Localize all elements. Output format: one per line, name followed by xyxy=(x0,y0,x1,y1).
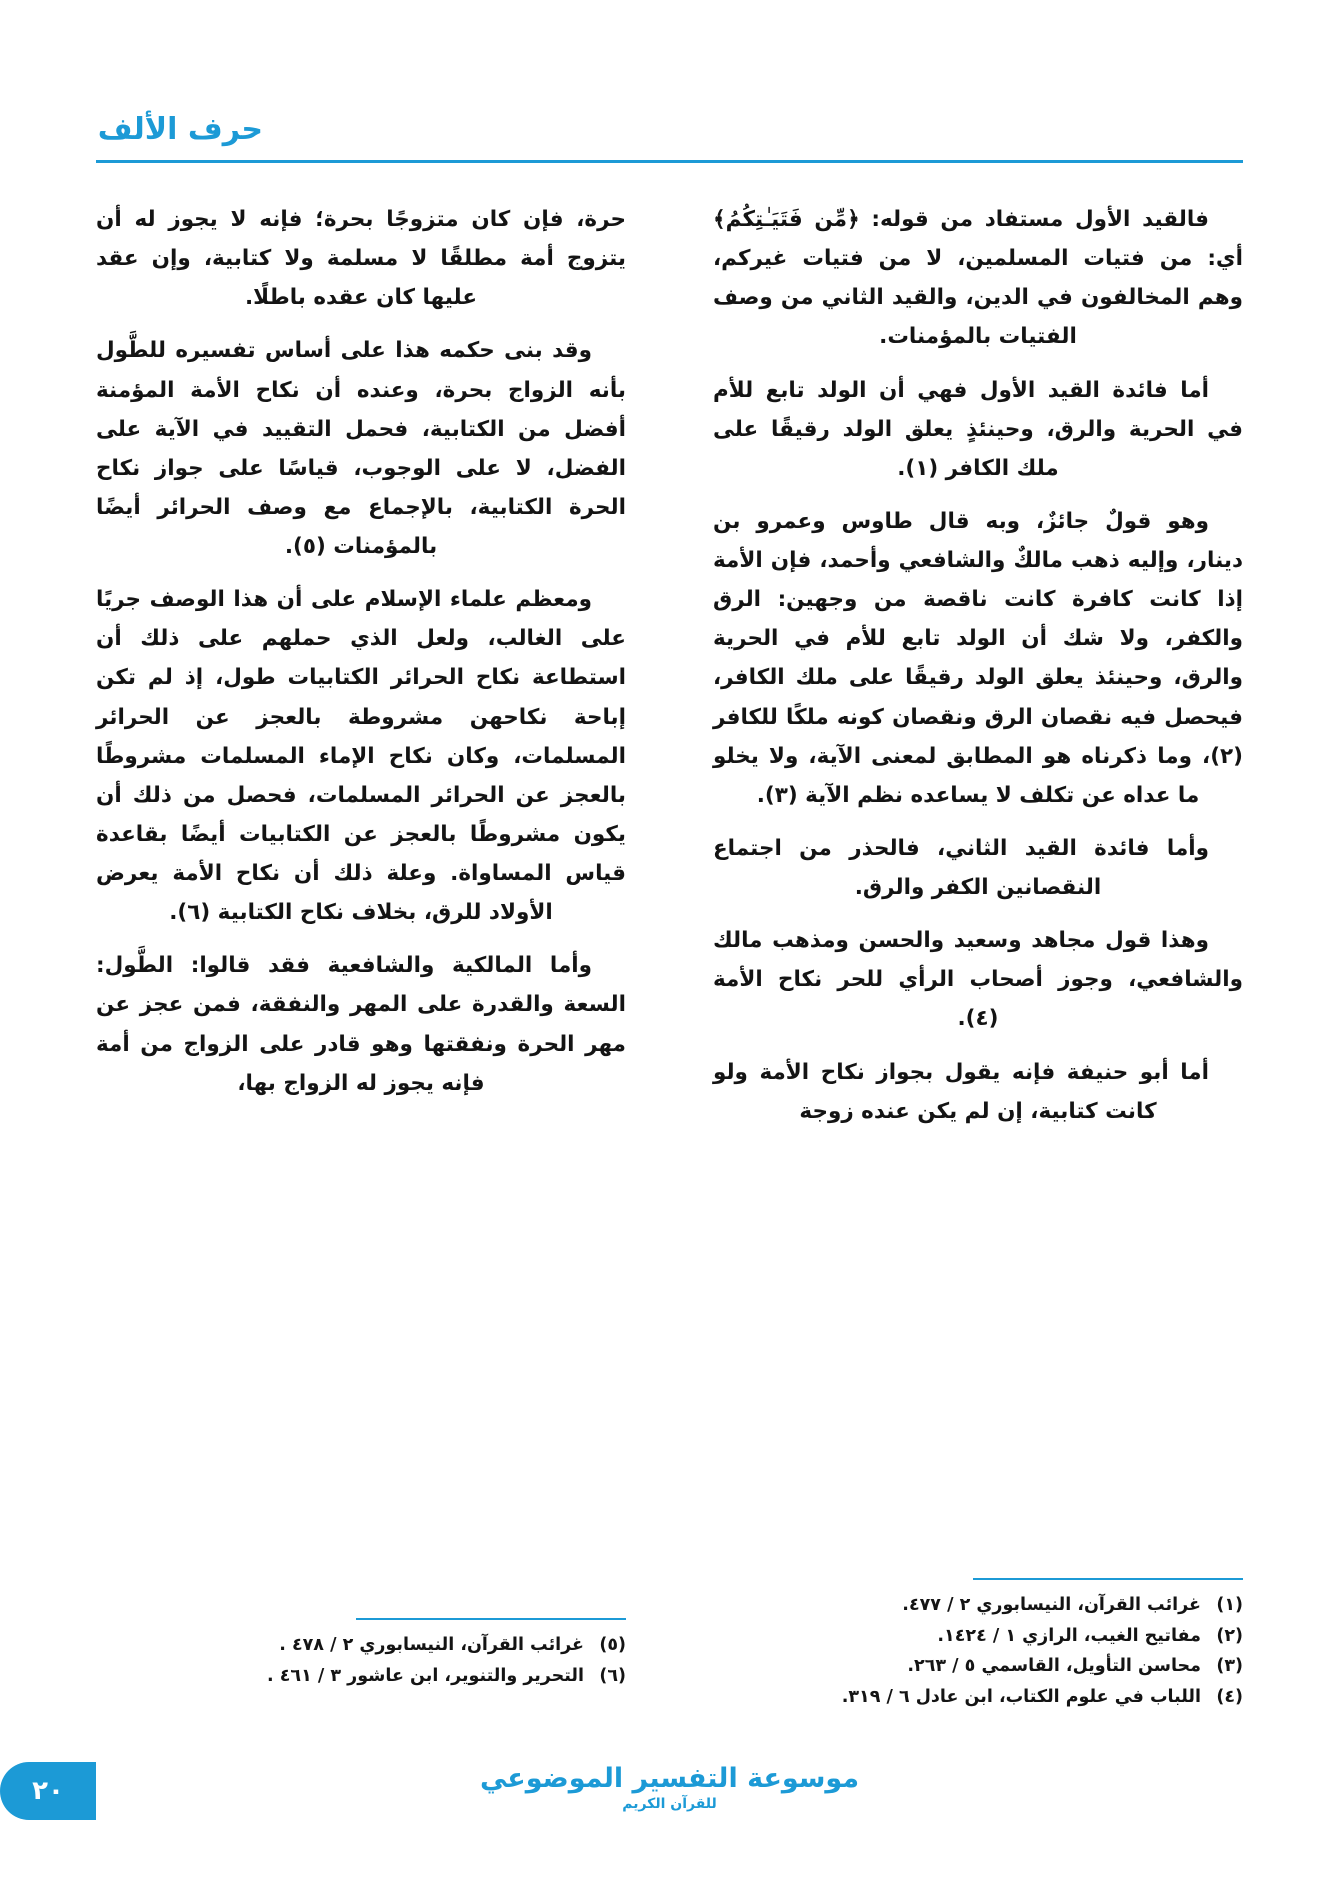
footnote-item xyxy=(713,1651,1243,1682)
paragraph: فالقيد الأول مستفاد من قوله: ﴿مِّن فَتَيَـٰتِكُمُ﴾ أي: من فتيات المسلمين، لا من فتيات غيركم، وهم المخالفون في الدين، والقيد الثاني من وصف الفتيات بالمؤمنات. xyxy=(713,207,1243,350)
paragraph: وهو قولٌ جائزٌ، وبه قال طاوس وعمرو بن دينار، وإليه ذهب مالكٌ والشافعي وأحمد، فإن الأمة إذا كانت كافرة كانت ناقصة من وجهين: الرق والكفر، ولا شك أن الولد تابع للأم في الحرية والرق، وحينئذ يعلق الولد رقيقًا على ملك الكافر، فيحصل فيه نقصان الرق ونقصان كونه ملكًا للكافر (٢)، وما ذكرناه هو المطابق لمعنى الآية، ولا يخلو ما عداه عن تكلف لا يساعده نظم الآية (٣). xyxy=(713,508,1243,808)
footnote-number: (٤) xyxy=(1216,1686,1243,1707)
paragraph: حرة، فإن كان متزوجًا بحرة؛ فإنه لا يجوز له أن يتزوج أمة مطلقًا لا مسلمة ولا كتابية، وإن عقد عليها كان عقده باطلًا. xyxy=(96,207,626,311)
footnote-number: (٥) xyxy=(599,1635,626,1655)
footnote-text: اللباب في علوم الكتاب، ابن عادل ٦ / ٣١٩. xyxy=(841,1686,1201,1707)
footer-logo-subtitle: للقرآن الكريم xyxy=(622,1796,717,1812)
paragraph: ومعظم علماء الإسلام على أن هذا الوصف جريًا على الغالب، ولعل الذي حملهم على ذلك أن استطاعة نكاح الحرائر الكتابيات طول، إذ لم تكن إباحة نكاحهن مشروطة بالعجز عن الحرائر المسلمات، وكان نكاح الإماء المسلمات مشروطًا بالعجز عن الحرائر المسلمات، فحصل من ذلك أن يكون مشروطًا بالعجز عن الكتابيات أيضًا بقاعدة قياس المساواة. وعلة ذلك أن نكاح الأمة يعرض الأولاد للرق، بخلاف نكاح الكتابية (٦). xyxy=(96,587,626,926)
footnote-number: (١) xyxy=(1216,1595,1243,1615)
paragraph: وأما فائدة القيد الثاني، فالحذر من اجتماع النقصانين الكفر والرق. xyxy=(713,835,1209,900)
footnote-text: مفاتيح الغيب، الرازي ١ / ١٤٢٤. xyxy=(937,1625,1201,1646)
footnote-item xyxy=(96,1661,626,1692)
paragraph: أما أبو حنيفة فإنه يقول بجواز نكاح الأمة ولو كانت كتابية، إن لم يكن عنده زوجة xyxy=(713,1059,1209,1124)
paragraph: أما فائدة القيد الأول فهي أن الولد تابع للأم في الحرية والرق، وحينئذٍ يعلق الولد رقيقًا على ملك الكافر (١). xyxy=(713,377,1243,481)
page-number-badge: ٢٠ xyxy=(0,1762,96,1820)
footnote-divider xyxy=(356,1618,626,1620)
footnote-number: (٢) xyxy=(1216,1625,1243,1646)
footnote-text: التحرير والتنوير، ابن عاشور ٣ / ٤٦١ . xyxy=(266,1665,584,1686)
page-header xyxy=(96,112,1243,178)
footer-logo xyxy=(0,1763,1339,1812)
footnote-text: غرائب القرآن، النيسابوري ٢ / ٤٧٧. xyxy=(902,1595,1201,1615)
header-divider xyxy=(96,160,1243,163)
column-right xyxy=(713,200,1243,1145)
footnote-number: (٣) xyxy=(1216,1656,1243,1677)
footnote-number: (٦) xyxy=(599,1665,626,1686)
footnote-item xyxy=(713,1621,1243,1652)
paragraph: وهذا قول مجاهد وسعيد والحسن ومذهب مالك والشافعي، وجوز أصحاب الرأي للحر نكاح الأمة (٤). xyxy=(713,928,1243,1032)
footnote-text: محاسن التأويل، القاسمي ٥ / ٢٦٣. xyxy=(907,1656,1201,1677)
footnote-divider xyxy=(973,1578,1243,1580)
paragraph: وأما المالكية والشافعية فقد قالوا: الطَّول: السعة والقدرة على المهر والنفقة، فمن عجز عن مهر الحرة ونفقتها وهو قادر على الزواج من أمة فإنه يجوز له الزواج بها، xyxy=(96,953,626,1096)
footnote-text: غرائب القرآن، النيسابوري ٢ / ٤٧٨ . xyxy=(279,1635,584,1655)
footnote-item xyxy=(713,1590,1243,1621)
text-columns xyxy=(96,200,1243,1630)
footer-logo-title: موسوعة التفسير الموضوعي xyxy=(479,1763,860,1794)
page-title: حرف الألف xyxy=(97,112,263,147)
footnote-item xyxy=(96,1630,626,1661)
column-left xyxy=(96,200,626,1117)
footnotes-right xyxy=(713,1578,1243,1713)
footnotes-left xyxy=(96,1618,626,1691)
footnote-item xyxy=(713,1682,1243,1713)
paragraph: وقد بنى حكمه هذا على أساس تفسيره للطَّول بأنه الزواج بحرة، وعنده أن نكاح الأمة المؤمنة أفضل من الكتابية، فحمل التقييد في الآية على الفضل، لا على الوجوب، قياسًا على جواز نكاح الحرة الكتابية، بالإجماع مع وصف الحرائر أيضًا بالمؤمنات (٥). xyxy=(96,338,626,559)
